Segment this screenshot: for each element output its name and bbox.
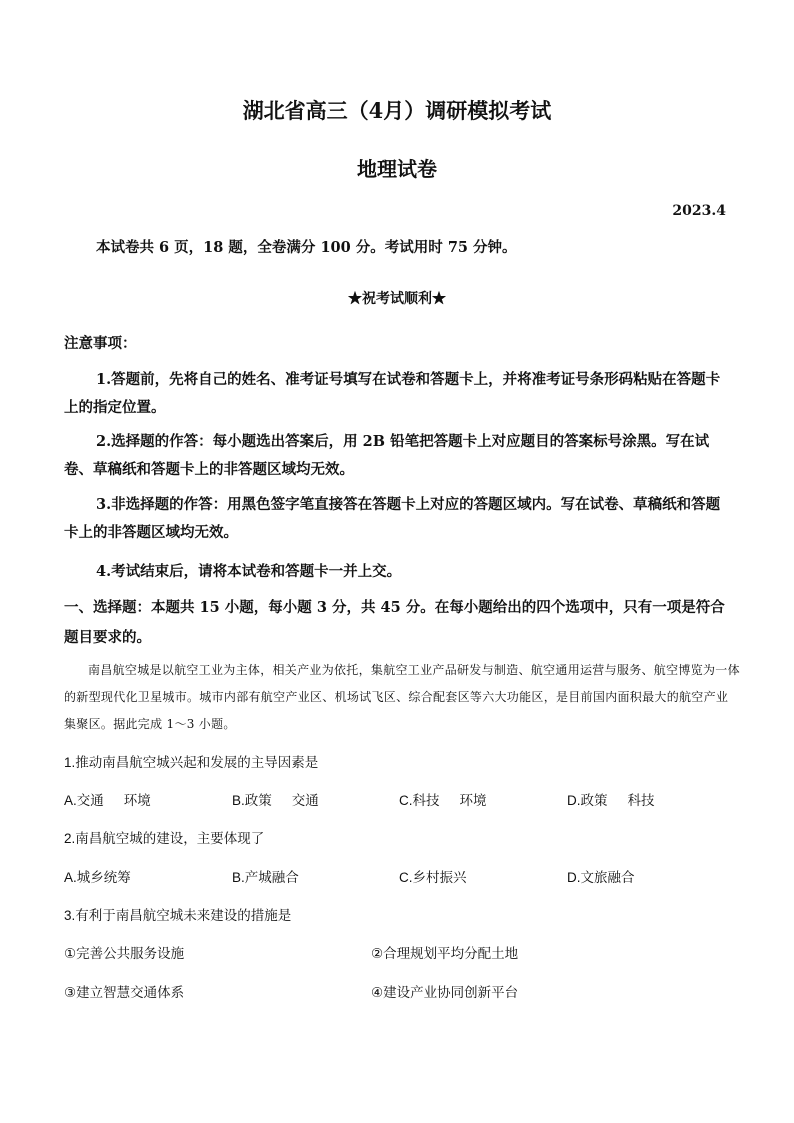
option-b: B.政策 交通 <box>232 793 319 808</box>
notice-item: 1.答题前，先将自己的姓名、准考证号填写在试卷和答题卡上，并将准考证号条形码粘贴在答题卡上的指定位置。 <box>64 371 721 416</box>
notice-item: 2.选择题的作答：每小题选出答案后，用 2B 铅笔把答题卡上对应题目的答案标号涂黑。写在试卷、草稿纸和答题卡上的非答题区域均无效。 <box>64 433 710 478</box>
option-d: D.政策 科技 <box>567 793 655 808</box>
good-luck-line: ★祝考试顺利★ <box>348 291 446 307</box>
exam-title: 湖北省高三（4月）调研模拟考试 <box>242 98 552 123</box>
question-stem: 2.南昌航空城的建设，主要体现了 <box>64 831 265 846</box>
option-a: A.交通 环境 <box>64 793 151 808</box>
option-b: B.产城融合 <box>232 870 299 885</box>
option-d: D.文旅融合 <box>567 870 635 885</box>
exam-date: 2023.4 <box>672 203 726 219</box>
notice-item: 4.考试结束后，请将本试卷和答题卡一并上交。 <box>96 563 402 580</box>
option-a: A.城乡统筹 <box>64 870 131 885</box>
section-heading: 一、选择题：本题共 15 小题，每小题 3 分，共 45 分。在每小题给出的四个选项中，只有一项是符合题目要求的。 <box>64 599 725 646</box>
reading-passage: 南昌航空城是以航空工业为主体，相关产业为依托，集航空工业产品研发与制造、航空通用运营与服务、航空博览为一体的新型现代化卫星城市。城市内部有航空产业区、机场试飞区、综合配套区等六大功能区，是目前国内面积最大的航空产业集聚区。据此完成 1～3 小题。 <box>64 663 740 731</box>
option-c: C.科技 环境 <box>399 793 487 808</box>
statement-item: ③建立智慧交通体系 <box>64 985 185 1000</box>
statement-item: ①完善公共服务设施 <box>64 946 185 961</box>
notice-item: 3.非选择题的作答：用黑色签字笔直接答在答题卡上对应的答题区域内。写在试卷、草稿纸和答题卡上的非答题区域均无效。 <box>64 496 721 541</box>
statement-item: ②合理规划平均分配土地 <box>371 946 519 961</box>
notice-heading: 注意事项： <box>64 335 137 352</box>
question-stem: 3.有利于南昌航空城未来建设的措施是 <box>64 908 292 923</box>
question-stem: 1.推动南昌航空城兴起和发展的主导因素是 <box>64 755 319 770</box>
statement-item: ④建设产业协同创新平台 <box>371 985 519 1000</box>
exam-subject: 地理试卷 <box>357 157 437 181</box>
exam-intro: 本试卷共 6 页，18 题，全卷满分 100 分。考试用时 75 分钟。 <box>96 239 517 256</box>
option-c: C.乡村振兴 <box>399 870 467 885</box>
